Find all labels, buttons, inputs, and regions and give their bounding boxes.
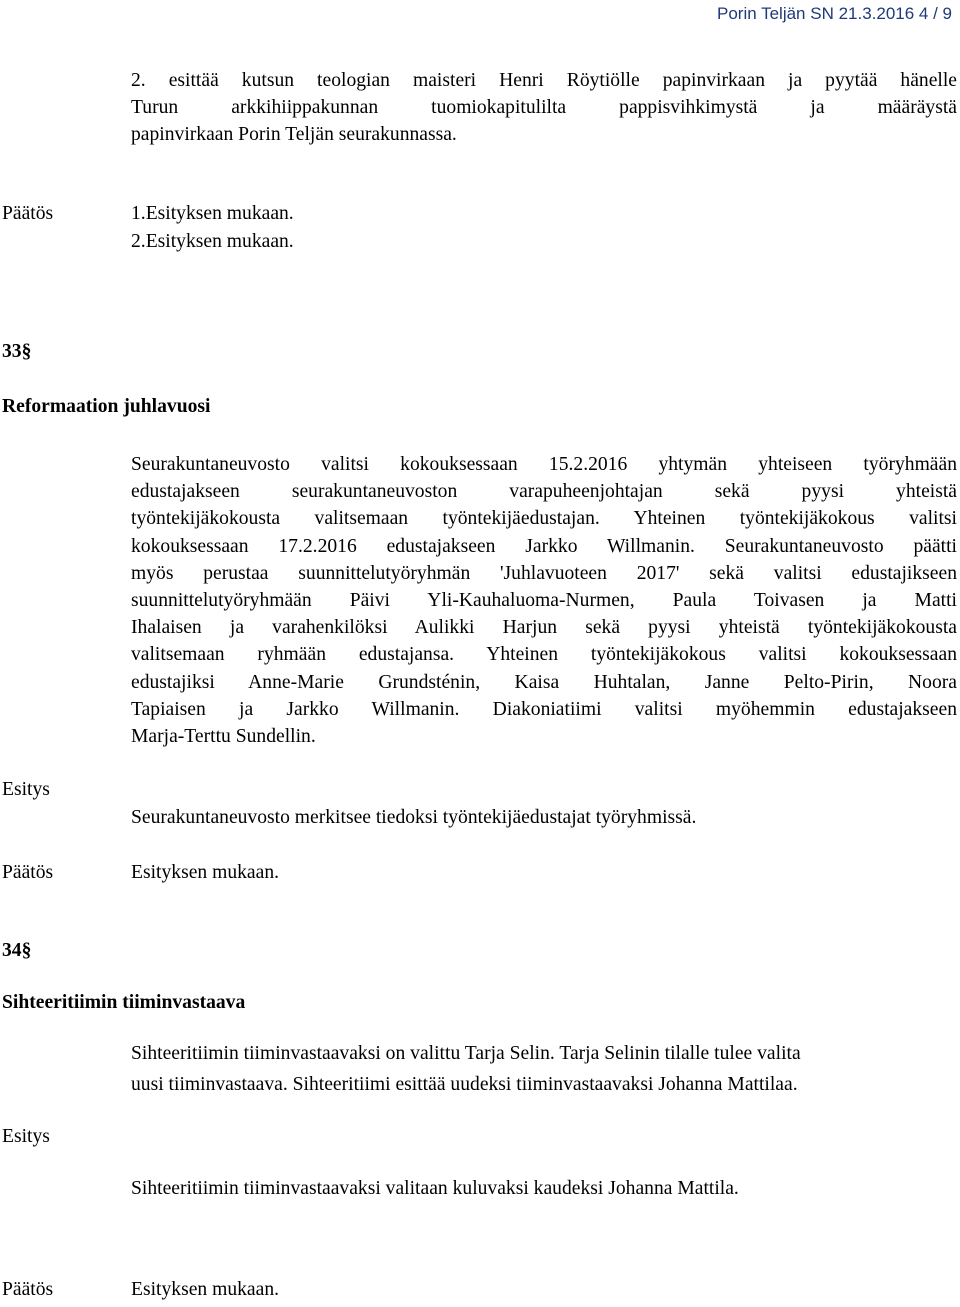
paragraph-line: Seurakuntaneuvosto valitsi kokouksessaan 15.2.2016 yhtymän yhteiseen työryhmään (131, 454, 957, 475)
section-sign-icon: § (21, 341, 32, 362)
decision-label: Päätös (2, 862, 54, 883)
paragraph-line: papinvirkaan Porin Teljän seurakunnassa. (131, 124, 457, 146)
decision-text: Esityksen mukaan. (131, 1279, 280, 1300)
section-number: 34§ (2, 940, 32, 961)
paragraph-line: Turun arkkihiippakunnan tuomiokapitulilta pappisvihkimystä ja määräystä (131, 97, 957, 119)
paragraph-line: edustajakseen seurakuntaneuvoston varapuheenjohtajan sekä pyysi yhteistä (131, 481, 957, 503)
paragraph-line: suunnittelutyöryhmään Päivi Yli-Kauhaluoma-Nurmen, Paula Toivasen ja Matti (131, 589, 957, 611)
proposal-text: Sihteeritiimin tiiminvastaavaksi valitaan kuluvaksi kaudeksi Johanna Mattila. (131, 1178, 739, 1199)
paragraph-line: Marja-Terttu Sundellin. (131, 725, 316, 747)
paragraph-line: myös perustaa suunnittelutyöryhmän 'Juhlavuoteen 2017' sekä valitsi edustajikseen (131, 562, 957, 584)
proposal-text: Seurakuntaneuvosto merkitsee tiedoksi työntekijäedustajat työryhmissä. (131, 807, 697, 828)
decision-text: Esityksen mukaan. (131, 862, 280, 883)
section-title: Sihteeritiimin tiiminvastaava (2, 992, 246, 1013)
section-number: 33§ (2, 341, 32, 362)
decision-text: 2.Esityksen mukaan. (131, 231, 294, 252)
proposal-label: Esitys (2, 1126, 50, 1147)
decision-label: Päätös (2, 1279, 54, 1300)
paragraph-line: Tapiaisen ja Jarkko Willmanin. Diakoniatiimi valitsi myöhemmin edustajakseen (131, 698, 957, 720)
section-sign-icon: § (21, 940, 32, 961)
decision-label: Päätös (2, 203, 54, 224)
decision-text: 1.Esityksen mukaan. (131, 203, 294, 224)
paragraph-line: uusi tiiminvastaava. Sihteeritiimi esittää uudeksi tiiminvastaavaksi Johanna Mattilaa. (131, 1074, 798, 1095)
section-33-body (131, 451, 957, 750)
paragraph-line: valitsemaan ryhmään edustajansa. Yhteinen työntekijäkokous valitsi kokouksessaan (131, 644, 957, 666)
paragraph-line: 2. esittää kutsun teologian maisteri Henri Röytiölle papinvirkaan ja pyytää hänelle (131, 70, 957, 91)
proposal-label: Esitys (2, 779, 50, 800)
section-title: Reformaation juhlavuosi (2, 396, 211, 417)
item-2-paragraph (131, 67, 957, 149)
paragraph-line: työntekijäkokousta valitsemaan työntekijäedustajan. Yhteinen työntekijäkokous valitsi (131, 508, 957, 530)
paragraph-line: kokouksessaan 17.2.2016 edustajakseen Jarkko Willmanin. Seurakuntaneuvosto päätti (131, 535, 957, 557)
paragraph-line: Ihalaisen ja varahenkilöksi Aulikki Harjun sekä pyysi yhteistä työntekijäkokousta (131, 617, 957, 639)
paragraph-line: edustajiksi Anne-Marie Grundsténin, Kaisa Huhtalan, Janne Pelto-Pirin, Noora (131, 671, 957, 693)
page-header: Porin Teljän SN 21.3.2016 4 / 9 (716, 4, 952, 23)
paragraph-line: Sihteeritiimin tiiminvastaavaksi on valittu Tarja Selin. Tarja Selinin tilalle tulee valita (131, 1043, 801, 1064)
